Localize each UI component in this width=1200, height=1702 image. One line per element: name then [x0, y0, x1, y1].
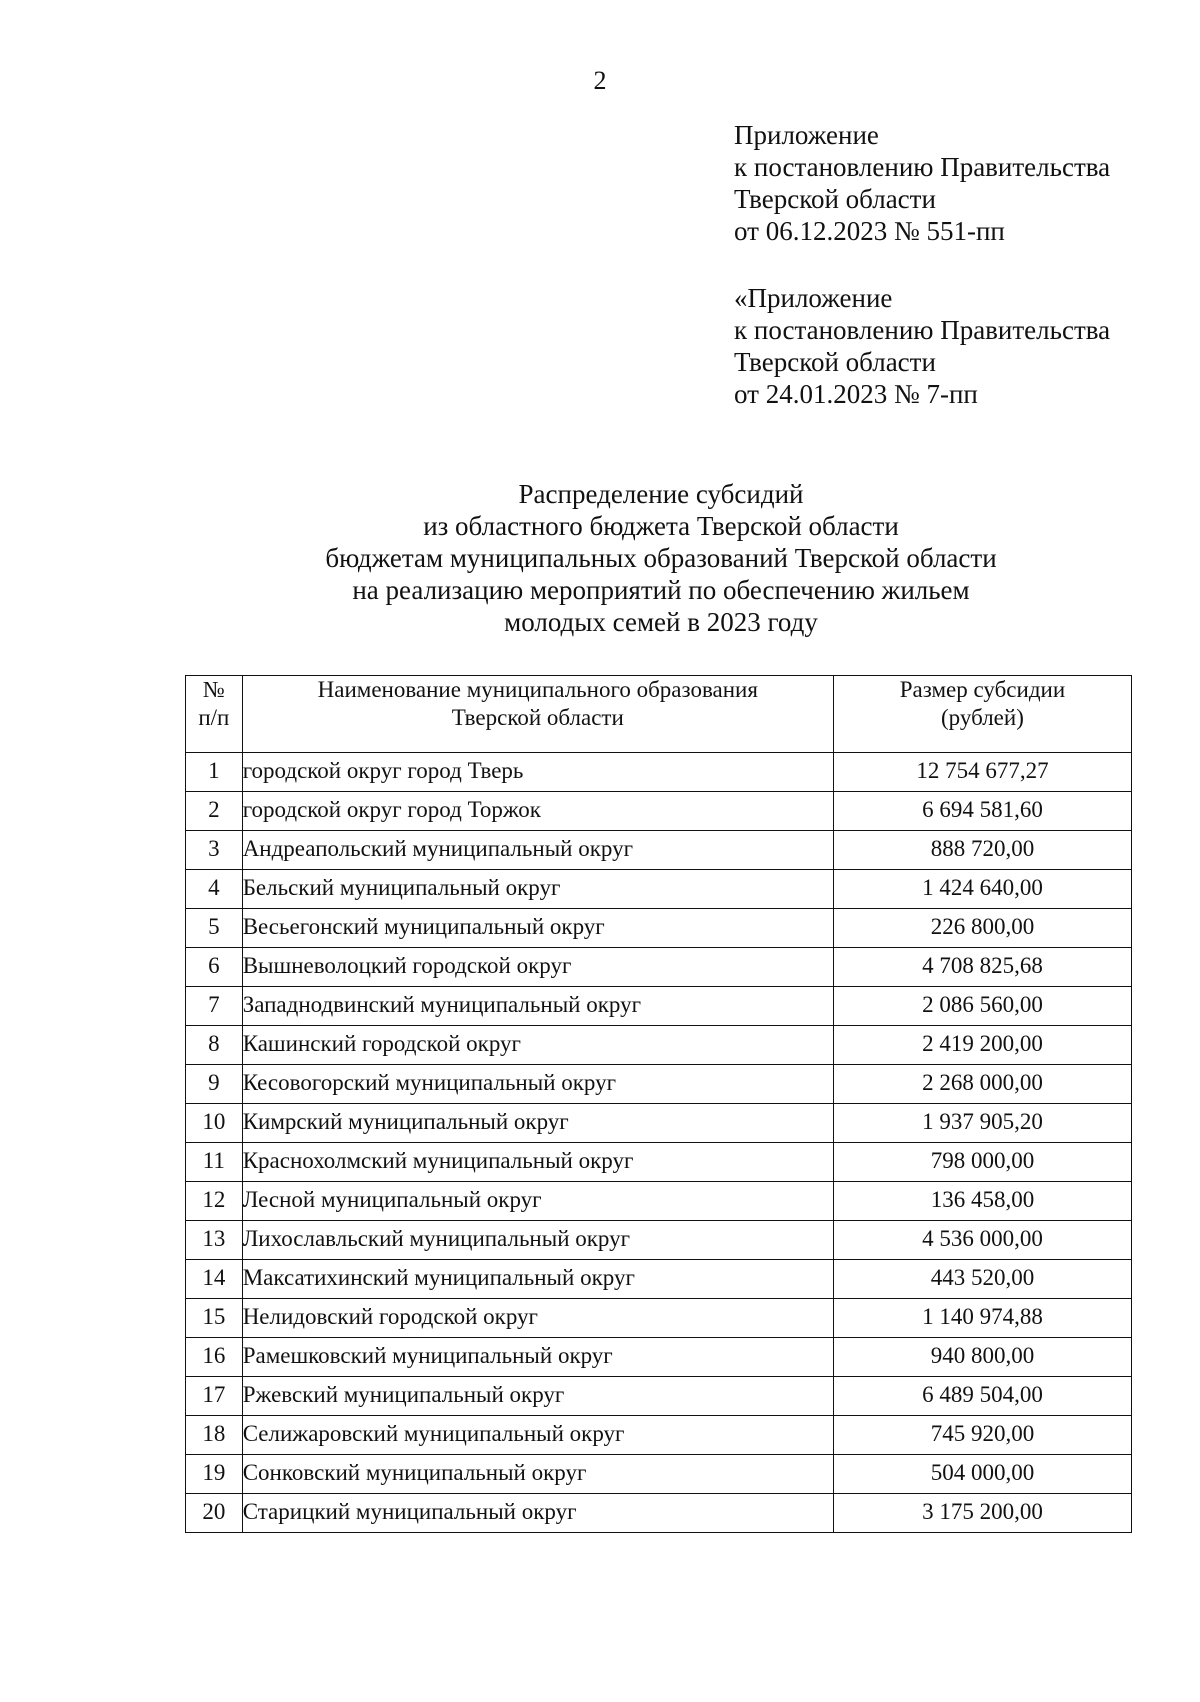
table-row	[186, 1104, 1132, 1143]
table-row	[186, 1143, 1132, 1182]
row-subsidy-amount: 2 086 560,00	[833, 987, 1131, 1026]
row-municipality-name: Лесной муниципальный округ	[242, 1182, 833, 1221]
row-subsidy-amount: 888 720,00	[833, 831, 1131, 870]
table-row	[186, 792, 1132, 831]
title-line: бюджетам муниципальных образований Тверской области	[325, 543, 997, 573]
row-number: 17	[186, 1377, 243, 1416]
row-municipality-name: Сонковский муниципальный округ	[242, 1455, 833, 1494]
row-subsidy-amount: 4 536 000,00	[833, 1221, 1131, 1260]
row-number: 2	[186, 792, 243, 831]
appendix-line: к постановлению Правительства	[734, 315, 1111, 345]
row-municipality-name: Кесовогорский муниципальный округ	[242, 1065, 833, 1104]
appendix-line: Тверской области	[734, 184, 936, 214]
row-municipality-name: Селижаровский муниципальный округ	[242, 1416, 833, 1455]
row-number: 18	[186, 1416, 243, 1455]
row-subsidy-amount: 12 754 677,27	[833, 753, 1131, 792]
row-subsidy-amount: 3 175 200,00	[833, 1494, 1131, 1533]
header-amount-line1: Размер субсидии	[899, 677, 1066, 702]
row-municipality-name: Краснохолмский муниципальный округ	[242, 1143, 833, 1182]
row-number: 7	[186, 987, 243, 1026]
row-municipality-name: Ржевский муниципальный округ	[242, 1377, 833, 1416]
row-municipality-name: Старицкий муниципальный округ	[242, 1494, 833, 1533]
document-title	[0, 478, 1200, 638]
row-number: 19	[186, 1455, 243, 1494]
row-subsidy-amount: 940 800,00	[833, 1338, 1131, 1377]
row-municipality-name: Максатихинский муниципальный округ	[242, 1260, 833, 1299]
table-row	[186, 1182, 1132, 1221]
table-row	[186, 870, 1132, 909]
title-line: из областного бюджета Тверской области	[423, 511, 899, 541]
row-municipality-name: Бельский муниципальный округ	[242, 870, 833, 909]
row-number: 20	[186, 1494, 243, 1533]
table-row	[186, 1455, 1132, 1494]
header-name-line2: Тверской области	[451, 705, 624, 730]
row-municipality-name: Кимрский муниципальный округ	[242, 1104, 833, 1143]
row-number: 13	[186, 1221, 243, 1260]
title-line: молодых семей в 2023 году	[504, 607, 818, 637]
table-row	[186, 831, 1132, 870]
row-number: 11	[186, 1143, 243, 1182]
row-number: 15	[186, 1299, 243, 1338]
row-municipality-name: Кашинский городской округ	[242, 1026, 833, 1065]
title-line: на реализацию мероприятий по обеспечению жильем	[352, 575, 970, 605]
appendix-line: Тверской области	[734, 347, 936, 377]
header-number-line2: п/п	[198, 705, 230, 730]
table-row	[186, 1494, 1132, 1533]
row-subsidy-amount: 443 520,00	[833, 1260, 1131, 1299]
row-municipality-name: Западнодвинский муниципальный округ	[242, 987, 833, 1026]
row-municipality-name: Нелидовский городской округ	[242, 1299, 833, 1338]
row-number: 1	[186, 753, 243, 792]
row-number: 3	[186, 831, 243, 870]
row-subsidy-amount: 136 458,00	[833, 1182, 1131, 1221]
row-subsidy-amount: 1 937 905,20	[833, 1104, 1131, 1143]
row-subsidy-amount: 4 708 825,68	[833, 948, 1131, 987]
table-row	[186, 753, 1132, 792]
row-subsidy-amount: 1 140 974,88	[833, 1299, 1131, 1338]
row-subsidy-amount: 2 268 000,00	[833, 1065, 1131, 1104]
row-subsidy-amount: 6 489 504,00	[833, 1377, 1131, 1416]
appendix-line: к постановлению Правительства	[734, 152, 1111, 182]
header-amount-line2: (рублей)	[941, 705, 1024, 730]
row-number: 6	[186, 948, 243, 987]
appendix-line: от 06.12.2023 № 551-пп	[734, 216, 1005, 246]
row-municipality-name: Весьегонский муниципальный округ	[242, 909, 833, 948]
row-number: 16	[186, 1338, 243, 1377]
row-municipality-name: Рамешковский муниципальный округ	[242, 1338, 833, 1377]
table-row	[186, 1377, 1132, 1416]
row-number: 12	[186, 1182, 243, 1221]
appendix-line: Приложение	[734, 120, 879, 150]
row-number: 4	[186, 870, 243, 909]
page-number: 2	[593, 66, 607, 95]
row-municipality-name: Андреапольский муниципальный округ	[242, 831, 833, 870]
table-header-row	[186, 676, 1132, 753]
table-body	[186, 753, 1132, 1533]
table-row	[186, 1299, 1132, 1338]
table-row	[186, 1221, 1132, 1260]
header-name-line1: Наименование муниципального образования	[317, 677, 758, 702]
appendix-line: «Приложение	[734, 283, 893, 313]
appendix-line: от 24.01.2023 № 7-пп	[734, 379, 978, 409]
header-municipality-name	[242, 676, 833, 753]
row-number: 9	[186, 1065, 243, 1104]
title-line: Распределение субсидий	[518, 479, 804, 509]
row-number: 10	[186, 1104, 243, 1143]
header-number	[186, 676, 243, 753]
row-subsidy-amount: 745 920,00	[833, 1416, 1131, 1455]
appendix-current-resolution	[734, 119, 1110, 247]
row-number: 5	[186, 909, 243, 948]
appendix-original-resolution	[734, 282, 1110, 410]
table-row	[186, 987, 1132, 1026]
table-row	[186, 1065, 1132, 1104]
row-subsidy-amount: 1 424 640,00	[833, 870, 1131, 909]
row-subsidy-amount: 6 694 581,60	[833, 792, 1131, 831]
row-municipality-name: городской округ город Тверь	[242, 753, 833, 792]
row-municipality-name: Лихославльский муниципальный округ	[242, 1221, 833, 1260]
row-municipality-name: городской округ город Торжок	[242, 792, 833, 831]
row-number: 14	[186, 1260, 243, 1299]
table-row	[186, 909, 1132, 948]
row-number: 8	[186, 1026, 243, 1065]
table-row	[186, 1338, 1132, 1377]
row-subsidy-amount: 504 000,00	[833, 1455, 1131, 1494]
header-subsidy-amount	[833, 676, 1131, 753]
row-subsidy-amount: 226 800,00	[833, 909, 1131, 948]
table-row	[186, 948, 1132, 987]
row-subsidy-amount: 798 000,00	[833, 1143, 1131, 1182]
header-number-line1: №	[202, 677, 225, 702]
table-row	[186, 1416, 1132, 1455]
table-row	[186, 1260, 1132, 1299]
table-row	[186, 1026, 1132, 1065]
row-subsidy-amount: 2 419 200,00	[833, 1026, 1131, 1065]
subsidies-table	[185, 675, 1132, 1533]
row-municipality-name: Вышневолоцкий городской округ	[242, 948, 833, 987]
